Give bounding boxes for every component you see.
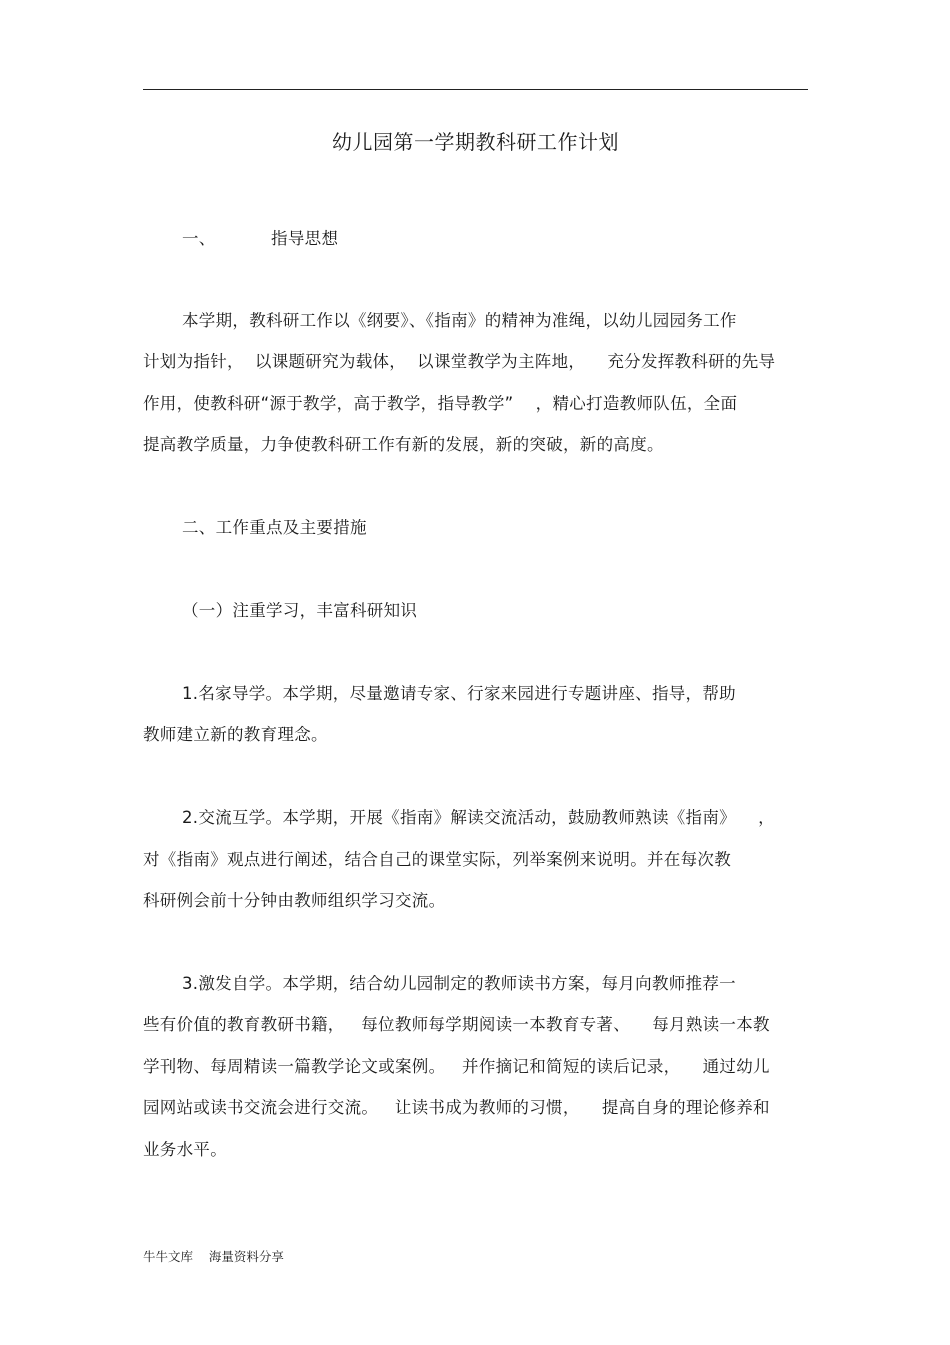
subsection-heading-study: （一）注重学习，丰富科研知识: [182, 601, 418, 620]
document-title: 幼儿园第一学期教科研工作计划: [332, 130, 619, 154]
footer-text: 牛牛文库 海量资料分享: [143, 1249, 284, 1264]
item3-line-1: 3.激发自学。本学期，结合幼儿园制定的教师读书方案，每月向教师推荐一: [182, 974, 736, 993]
item3-line-2: 些有价值的教育教研书籍， 每位教师每学期阅读一本教育专著、 每月熟读一本教: [143, 1015, 770, 1034]
item2-line-2: 对《指南》观点进行阐述，结合自己的课堂实际，列举案例来说明。并在每次教: [143, 850, 731, 869]
item3-line-5: 业务水平。: [143, 1140, 227, 1159]
para1-line-3: 作用，使教科研“源于教学，高于教学，指导教学” ，精心打造教师队伍，全面: [143, 394, 738, 413]
item3-line-3: 学刊物、每周精读一篇教学论文或案例。 并作摘记和简短的读后记录， 通过幼儿: [143, 1057, 770, 1076]
para1-line-4: 提高教学质量，力争使教科研工作有新的发展，新的突破，新的高度。: [143, 435, 664, 454]
item2-line-1: 2.交流互学。本学期，开展《指南》解读交流活动，鼓励教师熟读《指南》 ，: [182, 808, 775, 827]
section-heading-key-points: 二、工作重点及主要措施: [182, 518, 367, 537]
item3-line-4: 园网站或读书交流会进行交流。 让读书成为教师的习惯， 提高自身的理论修养和: [143, 1098, 770, 1117]
item1-line-1: 1.名家导学。本学期，尽量邀请专家、行家来园进行专题讲座、指导，帮助: [182, 684, 736, 703]
para1-line-1: 本学期，教科研工作以《纲要》、《指南》的精神为准绳，以幼儿园园务工作: [182, 311, 737, 330]
para1-line-2: 计划为指针， 以课题研究为载体， 以课堂教学为主阵地， 充分发挥教科研的先导: [143, 352, 776, 371]
item1-line-2: 教师建立新的教育理念。: [143, 725, 328, 744]
item2-line-3: 科研例会前十分钟由教师组织学习交流。: [143, 891, 446, 910]
section-heading-guiding-ideology: 一、 指导思想: [182, 229, 339, 248]
header-rule: [143, 89, 808, 90]
